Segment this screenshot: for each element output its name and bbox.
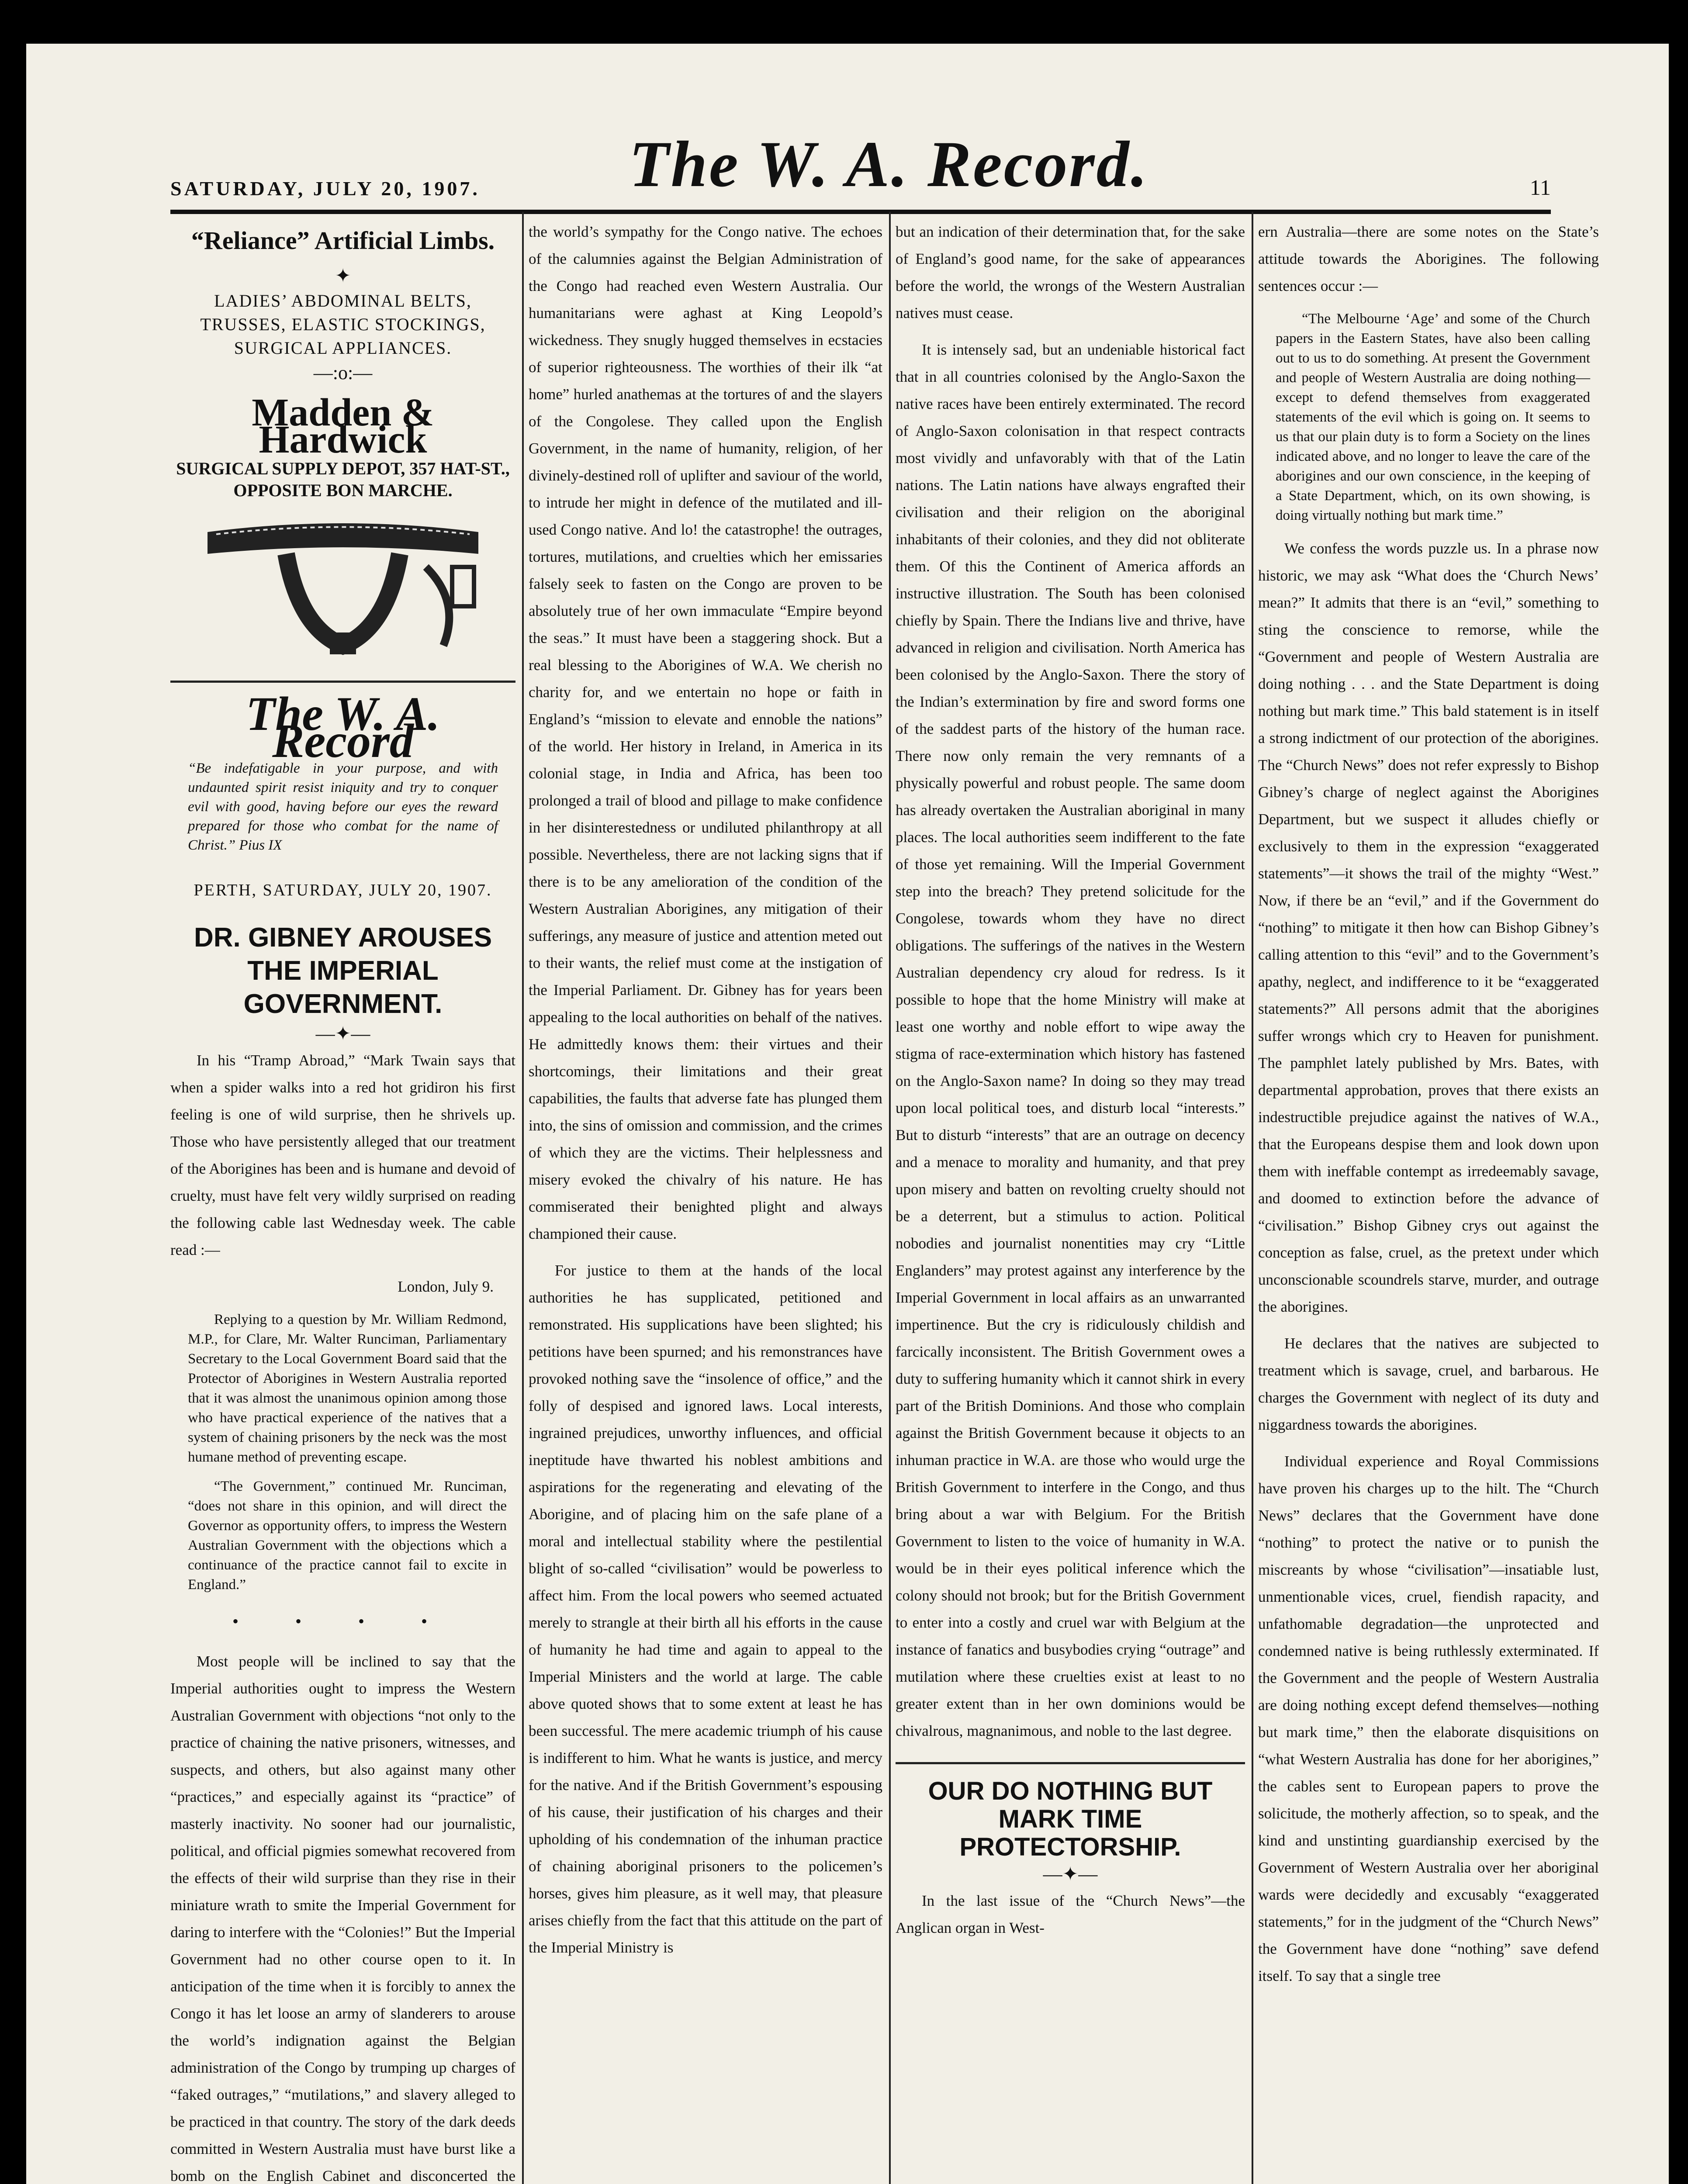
advertisement xyxy=(170,227,515,663)
ornament-icon: —✦— xyxy=(1043,1863,1098,1885)
column-rule xyxy=(1252,212,1253,2184)
masthead-rule xyxy=(170,210,1551,214)
advert-line: TRUSSES, ELASTIC STOCKINGS, xyxy=(200,314,486,334)
advert-title: “Reliance” Artificial Limbs. xyxy=(191,226,495,255)
column-rule xyxy=(522,212,524,2184)
column-rule xyxy=(889,212,891,2184)
advert-line: LADIES’ ABDOMINAL BELTS, xyxy=(214,291,472,311)
church-news-quote: “The Melbourne ‘Age’ and some of the Church papers in the Eastern States, have also been calling out to us to do something. At present the Government and people of Western Australia are doing nothing—except to defend themselves from exaggerated statements of the evil which is going on. It seems to us that our plain duty is to form a Society on the lines indicated above, and no longer to leave the care of the aborigines and our own conscience, in the keeping of a State Department, which, on its own showing, is doing virtually nothing but mark time.” xyxy=(1276,311,1590,523)
ornament-icon: ✦ xyxy=(335,265,351,287)
section-dots: • • • • xyxy=(232,1611,453,1631)
dateline: PERTH, SATURDAY, JULY 20, 1907. xyxy=(194,881,492,899)
column-2 xyxy=(529,218,882,1971)
column-4 xyxy=(1258,218,1599,1999)
article-paragraph: the world’s sympathy for the Congo native. The echoes of the calumnies against the Belgian Administration of the Congo had reached even Western Australia. Our humanitarians were aghast at King Leopold’s wickedness. They snugly hugged themselves in ecstacies of superior righteousness. The worthies of their ilk “at home” hurled anathemas at the tortures of and the slayers of the Congolese. They called upon the English Government, in the name of humanity, religion, of her divinely-destined roll of uplifter and saviour of the world, to intrude her might in defence of the mutilated and ill-used Congo native. And lo! the catastrophe! the outrages, tortures, mutilations, and cruelties which her emissaries falsely seek to fasten on the Congo are proven to be absolutely true of her own immaculate “Empire beyond the seas.” It must have been a staggering shock. But a real blessing to the Aborigines of W.A. We cherish no charity for, and we entertain no hope or faith in England’s “mission to elevate and ennoble the nations” of the world. Her history in Ireland, in America in its colonial stage, in India and Africa, has been too prolonged a trail of blood and pillage to make confidence in her disinterestedness or undiluted philanthropy at all possible. Nevertheless, there are not lacking signs that if there is to be any amelioration of the condition of the Western Australian Aborigines, any mitigation of their sufferings, any measure of justice and attention meted out to their wants, the relief must come at the instigation of the Imperial Parliament. Dr. Gibney has for years been appealing to the local authorities on behalf of the natives. He admittedly knows them: their virtues and their shortcomings, their limitations and their great capabilities, the faults that adverse fate has plunged them into, the sins of omission and commission, and the crimes of which they are the victims. Their helplessness and misery evoked the chivalry of his nature. He has commiserated their benighted plight and always championed their cause. xyxy=(529,223,882,1242)
article-paragraph: For justice to them at the hands of the local authorities he has supplicated, petitioned and remonstrated. His supplications have been slighted; his petitions have been spurned; and his remonstrances have provoked nothing save the “insolence of office,” and the folly of despised and ignored laws. Local interests, ingrained prejudices, unworthy influences, and official ineptitude have thwarted his noblest ambitions and aspirations for the regenerating and elevating of the Aborigine, and of placing him on the safe plane of a moral and intellectual stability where the pestilential blight of so-called “civilisation” would be powerless to affect him. From the local powers who seemed actuated merely to strangle at their birth all his efforts in the cause of humanity he had time and again to appeal to the Imperial Ministers and the world at large. The cable above quoted shows that to some extent at least he has been successful. The mere academic triumph of his cause is indifferent to him. What he wants is justice, and mercy for the native. And if the British Government’s espousing of his cause, their justification of his charges and their upholding of his condemnation of the inhuman practice of chaining aboriginal prisoners to the policemen’s horses, gives him pleasure, as it well may, that pleasure arises chiefly from the fact that this attitude on the part of the Imperial Ministry is xyxy=(529,1262,882,1956)
newspaper-page xyxy=(26,44,1669,2184)
cable-quote: Replying to a question by Mr. William Redmond, M.P., for Clare, Mr. Walter Runciman, Parliamentary Secretary to the Local Government Board said that the Protector of Aborigines in Western Australia reported that it was almost the unanimous opinion among those who have practical experience of the natives that a system of chaining prisoners by the neck was the most humane method of preventing escape. xyxy=(188,1312,507,1465)
article-headline: DR. GIBNEY AROUSES THE IMPERIAL GOVERNMENT. xyxy=(194,923,492,1019)
ornament-icon: —✦— xyxy=(315,1023,370,1044)
column-1 xyxy=(170,218,515,2184)
cable-quote: “The Government,” continued Mr. Runciman, “does not share in this opinion, and will direct the Governor as opportunity offers, to impress the Western Australian Government with the objections which a continuance of the practice cannot fail to excite in England.” xyxy=(188,1479,507,1593)
article-paragraph: ern Australia—there are some notes on the State’s attitude towards the Aborigines. The following sentences occur :— xyxy=(1258,223,1599,294)
record-title: The W. A. Record xyxy=(246,687,440,767)
issue-date: SATURDAY, JULY 20, 1907. xyxy=(170,177,480,200)
record-block xyxy=(170,687,515,904)
section-rule xyxy=(170,681,515,683)
article-paragraph: In the last issue of the “Church News”—the Anglican organ in West- xyxy=(896,1892,1245,1936)
article-paragraph: Most people will be inclined to say that the Imperial authorities ought to impress the Western Australian Government with objections “not only to the practice of chaining the native prisoners, witnesses, and suspects, and others, but also against many other “practices,” and especially against its “practice” of masterly inactivity. No sooner had our journalistic, political, and official pigmies somewhat recovered from the effects of their wild surprise than they rise in their miniature wrath to smite the Imperial Government for daring to interfere with the “Colonies!” But the Imperial Government had no other course open to it. In anticipation of the time when it is forcibly to annex the Congo it has let loose an army of slanderers to arouse the world’s indignation against the Belgian administration of the Congo by trumping up charges of “faked outrages,” “mutilations,” and slavery alleged to be practiced in that country. The story of the dark deeds committed in Western Australia must have burst like a bomb on the English Cabinet and disconcerted the xyxy=(170,1653,515,2184)
article-paragraph: In his “Tramp Abroad,” “Mark Twain says that when a spider walks into a red hot gridiron his first feeling is one of wild surprise, then he shrivels up. Those who have persistently alleged that our treatment of the Aborigines has been and is humane and devoid of cruelty, must have felt very wildly surprised on reading the following cable last Wednesday week. The cable read :— xyxy=(170,1052,515,1258)
sub-headline: OUR DO NOTHING BUT MARK TIME PROTECTORSHIP. xyxy=(896,1762,1245,1861)
cable-dateline: London, July 9. xyxy=(398,1278,494,1295)
article-paragraph: but an indication of their determination that, for the sake of England’s good name, for the sake of appearances before the world, the wrongs of the Western Australian natives must cease. xyxy=(896,223,1245,321)
record-motto: “Be indefatigable in your purpose, and with undaunted spirit resist iniquity and try to conquer evil with good, having before our eyes the reward prepared for those who combat for the name of Christ.” Pius IX xyxy=(188,760,498,853)
advert-firm: Madden & Hardwick xyxy=(252,391,434,461)
article-paragraph: He declares that the natives are subjected to treatment which is savage, cruel, and barbarous. He charges the Government with neglect of its duty and niggardness towards the aborigines. xyxy=(1258,1335,1599,1433)
newspaper-title: The W. A. Record. xyxy=(629,128,1149,200)
advert-divider: —:o:— xyxy=(313,362,373,384)
advert-line: SURGICAL APPLIANCES. xyxy=(234,338,452,358)
abdominal-belt-illustration xyxy=(199,515,487,663)
article-paragraph: We confess the words puzzle us. In a phrase now historic, we may ask “What does the ‘Church News’ mean?” It admits that there is an “evil,” something to sting the conscience to remorse, while the “Government and people of Western Australia are doing nothing . . . and the State Department is doing nothing but mark time.” This bald statement is in itself a strong indictment of our protection of the aborigines. The “Church News” does not refer expressly to Bishop Gibney’s charge of neglect against the Aborigines Department, but we suspect it alludes chiefly or exclusively to them in the expression “exaggerated statements”—it shows the trail of the mighty “West.” Now, if there be an “evil,” and if the Government do “nothing” to mitigate it then how can Bishop Gibney’s calling attention to this “evil” and to the Government’s apathy, neglect, and indifference to it be “exaggerated statements?” All persons admit that the aborigines suffer wrongs which cry to Heaven for punishment. The pamphlet lately published by Mrs. Bates, with departmental approbation, proves that there exists an indestructible prejudice against the natives of W.A., that the Europeans despise them and look down upon them with ineffable contempt as irredeemably savage, and doomed to extinction before the advance of “civilisation.” Bishop Gibney crys out against the conception as false, cruel, as the pretext under which unconscionable scoundrels starve, murder, and outrage the aborigines. xyxy=(1258,540,1599,1315)
article-paragraph: Individual experience and Royal Commissions have proven his charges up to the hilt. The “Church News” declares that the Government have done “nothing” to protect the native or to punish the miscreants by whose “civilisation”—insatiable lust, unmentionable vices, cruel, fiendish rapacity, and unfathomable degradation—the unprotected and condemned native is being ruthlessly exterminated. If the Government and the people of Western Australia are doing nothing except defend themselves—nothing but mark time,” then the elaborate disquisitions on “what Western Australia has done for her aborigines,” the cables sent to European papers to prove the solicitude, the motherly affection, so to speak, and the kind and unstinting guardianship exercised by the Government of Western Australia over her aboriginal wards were decidedly and excusably “exaggerated statements,” for in the judgment of the “Church News” the Government have done “nothing” save defend itself. To say that a single tree xyxy=(1258,1453,1599,1984)
page-number: 11 xyxy=(1529,175,1551,200)
advert-address: SURGICAL SUPPLY DEPOT, 357 HAT-ST., OPPOSITE BON MARCHE. xyxy=(176,459,510,500)
masthead xyxy=(170,118,1551,210)
article-paragraph: It is intensely sad, but an undeniable historical fact that in all countries colonised by the Anglo-Saxon the native races have been entirely exterminated. The record of Anglo-Saxon colonisation in that respect contracts most vividly and unfavorably with that of the Latin nations. The Latin nations have always engrafted their civilisation and their religion on the aboriginal inhabitants of their colonies, and they did not obliterate them. Of this the Continent of America affords an instructive illustration. The South has been colonised chiefly by Spain. There the Indians live and thrive, have advanced in religion and civilisation. North America has been colonised by the Anglo-Saxon. There the story of the Indian’s extermination by fire and sword forms one of the saddest parts of the history of the human race. There now only remain the very remnants of a physically powerful and robust people. The same doom has already overtaken the Australian aboriginal in many places. The local authorities seem indifferent to the fate of those yet remaining. Will the Imperial Government step into the breach? They pretend solicitude for the Congolese, towards whom they have no direct obligations. The sufferings of the natives in the Western Australian dependency cry aloud for redress. Is it possible to hope that the home Ministry will make at least one worthy and noble effort to wipe away the stigma of race-extermination which history has fastened on the Anglo-Saxon name? In doing so they may tread upon local political toes, and disturb local “interests.” But to disturb “interests” that are an outrage on decency and a menace to morality and humanity, and that prey upon misery and batten on revolting cruelty should not be a deterrent, but a stimulus to action. Political nobodies and journalist nonentities may cry “Little Englanders” may protest against any interference by the Imperial Government in local affairs as an unwarranted impertinence. But the cry is ridiculously childish and farcically inconsistent. The British Government owes a duty to suffering humanity which it cannot shirk in every part of the British Dominions. And those who complain against the British Government because it objects to an inhuman practice in W.A. are those who would urge the British Government to interfere in the Congo, and thus bring about a war with Belgium. For the British Government to listen to the voice of humanity in W.A. would be in their eyes political inference which the colony should not brook; but for the British Government to enter into a costly and cruel war with Belgium at the instance of fanatics and busybodies crying “outrage” and mutilation where these cruelties exist at least to no greater extent than in her own dominions would be chivalrous, magnanimous, and noble to the last degree. xyxy=(896,341,1245,1739)
column-3 xyxy=(896,218,1245,1951)
